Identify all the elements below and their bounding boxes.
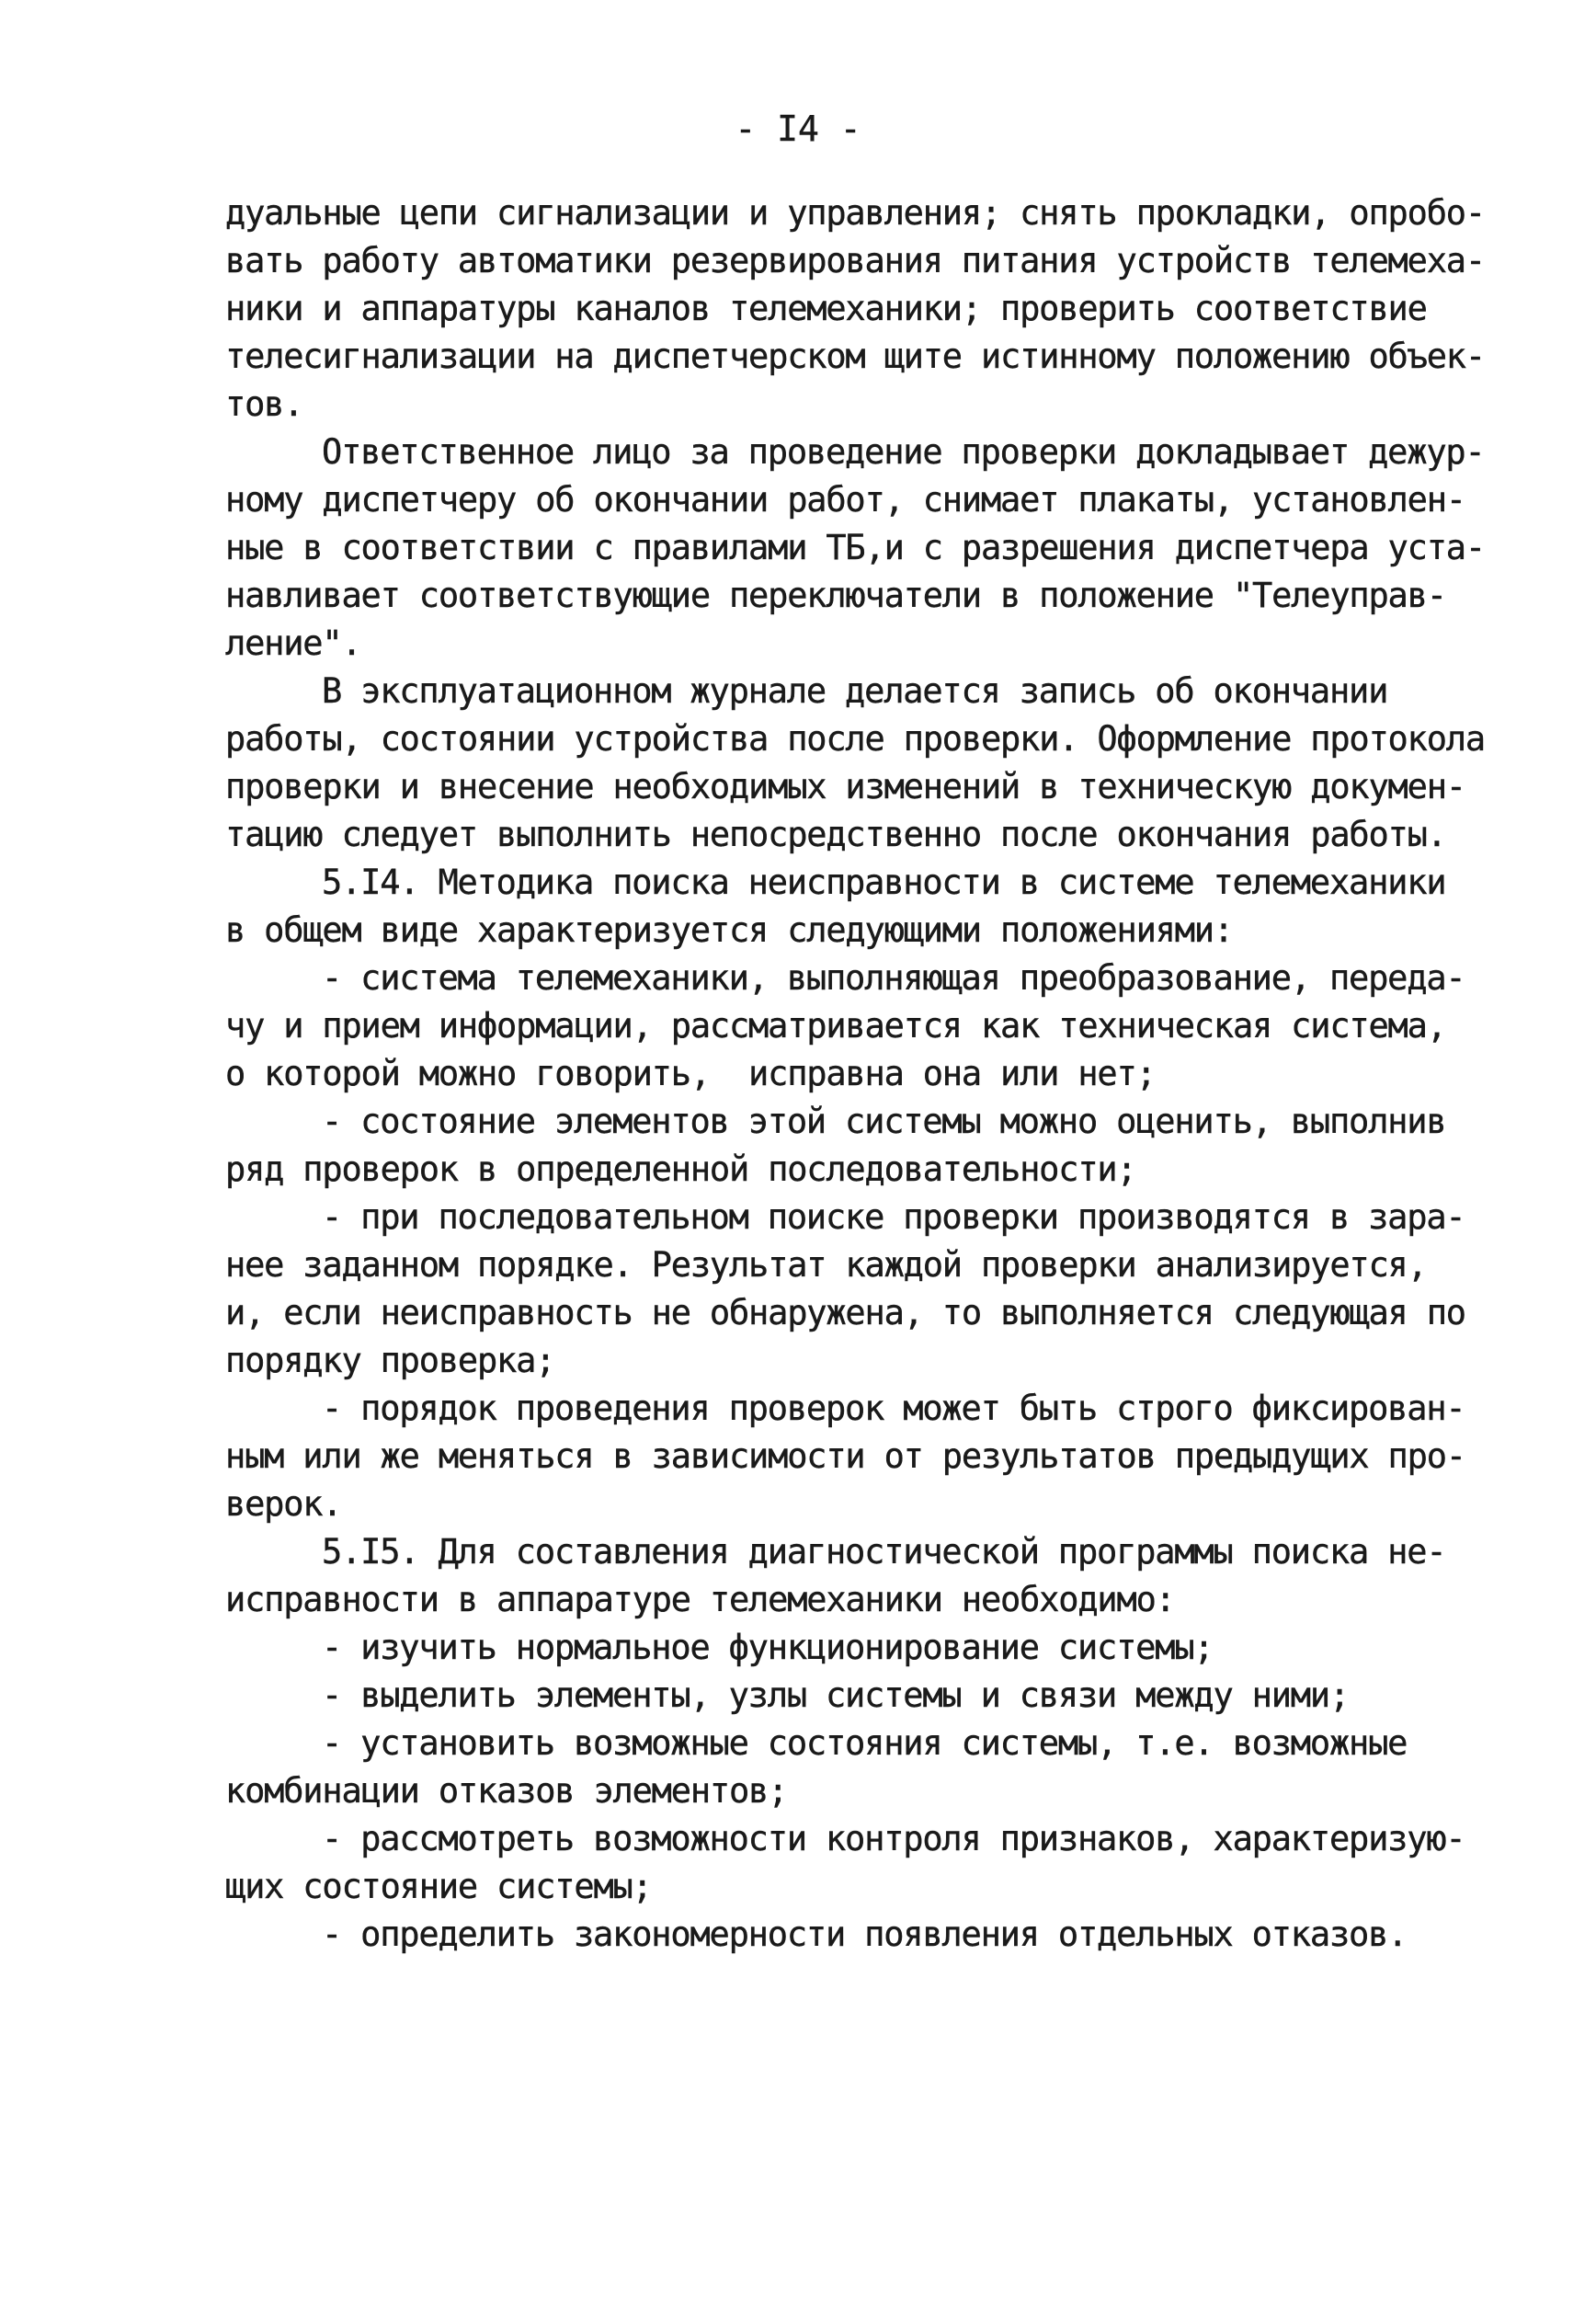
text-line-37: - определить закономерности появления отдельных отказов.	[322, 1915, 1408, 1954]
text-line-16: в общем виде характеризуется следующими положениями:	[225, 910, 1233, 950]
text-line-26: - порядок проведения проверок может быть строго фиксирован-	[322, 1389, 1465, 1428]
text-line-6: Ответственное лицо за проведение проверки докладывает дежур-	[322, 432, 1485, 472]
text-line-10: ление".	[225, 623, 361, 663]
text-line-33: - установить возможные состояния системы, т.е. возможные	[322, 1723, 1408, 1763]
text-line-17: - система телемеханики, выполняющая преобразование, переда-	[322, 958, 1465, 998]
text-line-11: В эксплуатационном журнале делается запись об окончании	[322, 671, 1388, 711]
text-line-5: тов.	[225, 384, 303, 424]
text-line-36: щих состояние системы;	[225, 1867, 652, 1906]
text-line-18: чу и прием информации, рассматривается как техническая система,	[225, 1006, 1446, 1046]
text-line-24: и, если неисправность не обнаружена, то выполняется следующая по	[225, 1293, 1465, 1332]
text-line-14: тацию следует выполнить непосредственно после окончания работы.	[225, 815, 1446, 854]
text-line-27: ным или же меняться в зависимости от результатов предыдущих про-	[225, 1436, 1465, 1476]
text-line-34: комбинации отказов элементов;	[225, 1771, 788, 1811]
text-line-23: нее заданном порядке. Результат каждой проверки анализируется,	[225, 1245, 1427, 1285]
text-line-29: 5.I5. Для составления диагностической программы поиска не-	[322, 1532, 1446, 1572]
text-line-9: навливает соответствующие переключатели в положение "Телеуправ-	[225, 576, 1446, 615]
text-line-25: порядку проверка;	[225, 1341, 555, 1380]
text-line-3: ники и аппаратуры каналов телемеханики; проверить соответствие	[225, 289, 1427, 328]
text-line-13: проверки и внесение необходимых изменений в техническую докумен-	[225, 767, 1465, 806]
text-line-1: дуальные цепи сигнализации и управления; снять прокладки, опробо-	[225, 193, 1485, 233]
text-line-2: вать работу автоматики резервирования питания устройств телемеха-	[225, 241, 1485, 280]
text-line-32: - выделить элементы, узлы системы и связи между ними;	[322, 1675, 1350, 1715]
text-line-30: исправности в аппаратуре телемеханики необходимо:	[225, 1580, 1175, 1619]
text-line-21: ряд проверок в определенной последовательности;	[225, 1149, 1136, 1189]
text-line-35: - рассмотреть возможности контроля признаков, характеризую-	[322, 1819, 1465, 1858]
text-line-28: верок.	[225, 1484, 342, 1524]
text-line-22: - при последовательном поиске проверки производятся в зара-	[322, 1197, 1465, 1237]
text-line-31: - изучить нормальное функционирование системы;	[322, 1628, 1214, 1667]
text-line-4: телесигнализации на диспетчерском щите истинному положению объек-	[225, 337, 1485, 376]
text-line-7: ному диспетчеру об окончании работ, снимает плакаты, установлен-	[225, 480, 1465, 520]
text-line-19: о которой можно говорить, исправна она или нет;	[225, 1054, 1156, 1093]
page-number: - I4 -	[735, 109, 861, 149]
text-line-12: работы, состоянии устройства после проверки. Оформление протокола	[225, 719, 1485, 759]
text-line-8: ные в соответствии с правилами ТБ,и с разрешения диспетчера уста-	[225, 528, 1485, 567]
text-line-20: - состояние элементов этой системы можно оценить, выполнив	[322, 1102, 1446, 1141]
text-line-15: 5.I4. Методика поиска неисправности в системе телемеханики	[322, 863, 1446, 902]
